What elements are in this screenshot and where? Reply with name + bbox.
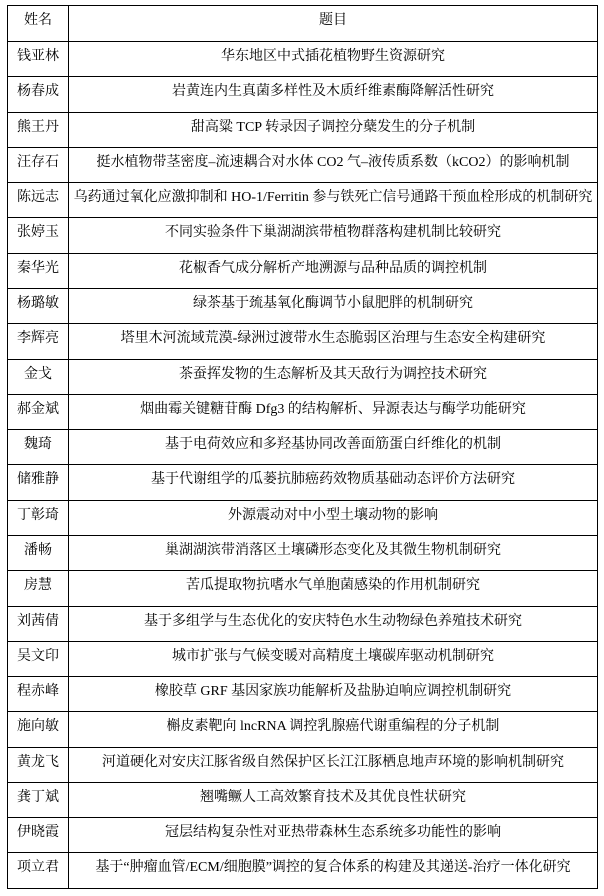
name-cell: 程赤峰 bbox=[8, 677, 69, 712]
table-row bbox=[8, 183, 598, 218]
title-cell: 河道硬化对安庆江豚省级自然保护区长江江豚栖息地声环境的影响机制研究 bbox=[69, 747, 598, 782]
title-cell: 冠层结构复杂性对亚热带森林生态系统多功能性的影响 bbox=[69, 818, 598, 853]
table-row bbox=[8, 218, 598, 253]
table-row bbox=[8, 430, 598, 465]
table-row bbox=[8, 77, 598, 112]
title-cell: 岩黄连内生真菌多样性及木质纤维素酶降解活性研究 bbox=[69, 77, 598, 112]
title-cell: 基于“肿瘤血管/ECM/细胞膜”调控的复合体系的构建及其递送-治疗一体化研究 bbox=[69, 853, 598, 889]
table-row bbox=[8, 571, 598, 606]
name-cell: 吴文印 bbox=[8, 641, 69, 676]
table-row bbox=[8, 535, 598, 570]
header-name: 姓名 bbox=[8, 6, 69, 42]
table-row bbox=[8, 288, 598, 323]
title-cell: 乌药通过氧化应激抑制和 HO-1/Ferritin 参与铁死亡信号通路干预血栓形成的机制研究 bbox=[69, 183, 598, 218]
title-cell: 基于多组学与生态优化的安庆特色水生动物绿色养殖技术研究 bbox=[69, 606, 598, 641]
name-cell: 项立君 bbox=[8, 853, 69, 889]
name-title-table bbox=[7, 5, 598, 889]
table-row bbox=[8, 641, 598, 676]
title-cell: 甜高粱 TCP 转录因子调控分蘖发生的分子机制 bbox=[69, 112, 598, 147]
title-cell: 巢湖湖滨带消落区土壤磷形态变化及其微生物机制研究 bbox=[69, 535, 598, 570]
table-row bbox=[8, 112, 598, 147]
table-row bbox=[8, 606, 598, 641]
title-cell: 槲皮素靶向 lncRNA 调控乳腺癌代谢重编程的分子机制 bbox=[69, 712, 598, 747]
name-cell: 龚丁斌 bbox=[8, 782, 69, 817]
table-row bbox=[8, 359, 598, 394]
name-cell: 刘茜倩 bbox=[8, 606, 69, 641]
title-cell: 翘嘴鳜人工高效繁育技术及其优良性状研究 bbox=[69, 782, 598, 817]
table-row bbox=[8, 324, 598, 359]
table-row bbox=[8, 465, 598, 500]
name-cell: 伊晓霞 bbox=[8, 818, 69, 853]
title-cell: 橡胶草 GRF 基因家族功能解析及盐胁迫响应调控机制研究 bbox=[69, 677, 598, 712]
name-cell: 陈远志 bbox=[8, 183, 69, 218]
table-row bbox=[8, 818, 598, 853]
name-cell: 杨春成 bbox=[8, 77, 69, 112]
name-cell: 潘畅 bbox=[8, 535, 69, 570]
table-row bbox=[8, 42, 598, 77]
name-cell: 黄龙飞 bbox=[8, 747, 69, 782]
name-cell: 张婷玉 bbox=[8, 218, 69, 253]
name-cell: 秦华光 bbox=[8, 253, 69, 288]
name-cell: 郝金斌 bbox=[8, 394, 69, 429]
title-cell: 不同实验条件下巢湖湖滨带植物群落构建机制比较研究 bbox=[69, 218, 598, 253]
name-cell: 杨璐敏 bbox=[8, 288, 69, 323]
table-row bbox=[8, 712, 598, 747]
name-cell: 丁彰琦 bbox=[8, 500, 69, 535]
name-cell: 储雅静 bbox=[8, 465, 69, 500]
header-title: 题目 bbox=[69, 6, 598, 42]
title-cell: 城市扩张与气候变暖对高精度土壤碳库驱动机制研究 bbox=[69, 641, 598, 676]
title-cell: 挺水植物带茎密度–流速耦合对水体 CO2 气–液传质系数（kCO2）的影响机制 bbox=[69, 147, 598, 182]
title-cell: 绿茶基于巯基氧化酶调节小鼠肥胖的机制研究 bbox=[69, 288, 598, 323]
name-cell: 金戈 bbox=[8, 359, 69, 394]
name-cell: 汪存石 bbox=[8, 147, 69, 182]
header-row bbox=[8, 6, 598, 42]
table-row bbox=[8, 782, 598, 817]
title-cell: 外源震动对中小型土壤动物的影响 bbox=[69, 500, 598, 535]
table-row bbox=[8, 253, 598, 288]
table-row bbox=[8, 853, 598, 889]
name-cell: 李辉亮 bbox=[8, 324, 69, 359]
title-cell: 苦瓜提取物抗嗜水气单胞菌感染的作用机制研究 bbox=[69, 571, 598, 606]
title-cell: 花椒香气成分解析产地溯源与品种品质的调控机制 bbox=[69, 253, 598, 288]
table-row bbox=[8, 500, 598, 535]
title-cell: 基于电荷效应和多羟基协同改善面筋蛋白纤维化的机制 bbox=[69, 430, 598, 465]
title-cell: 茶蚕挥发物的生态解析及其天敌行为调控技术研究 bbox=[69, 359, 598, 394]
name-cell: 魏琦 bbox=[8, 430, 69, 465]
title-cell: 塔里木河流域荒漠-绿洲过渡带水生态脆弱区治理与生态安全构建研究 bbox=[69, 324, 598, 359]
title-cell: 华东地区中式插花植物野生资源研究 bbox=[69, 42, 598, 77]
table-row bbox=[8, 747, 598, 782]
name-cell: 房慧 bbox=[8, 571, 69, 606]
table-row bbox=[8, 677, 598, 712]
table-row bbox=[8, 394, 598, 429]
name-cell: 钱亚林 bbox=[8, 42, 69, 77]
table-body bbox=[8, 42, 598, 889]
table-row bbox=[8, 147, 598, 182]
title-cell: 烟曲霉关键糖苷酶 Dfg3 的结构解析、异源表达与酶学功能研究 bbox=[69, 394, 598, 429]
name-cell: 熊王丹 bbox=[8, 112, 69, 147]
name-cell: 施向敏 bbox=[8, 712, 69, 747]
title-cell: 基于代谢组学的瓜蒌抗肺癌药效物质基础动态评价方法研究 bbox=[69, 465, 598, 500]
